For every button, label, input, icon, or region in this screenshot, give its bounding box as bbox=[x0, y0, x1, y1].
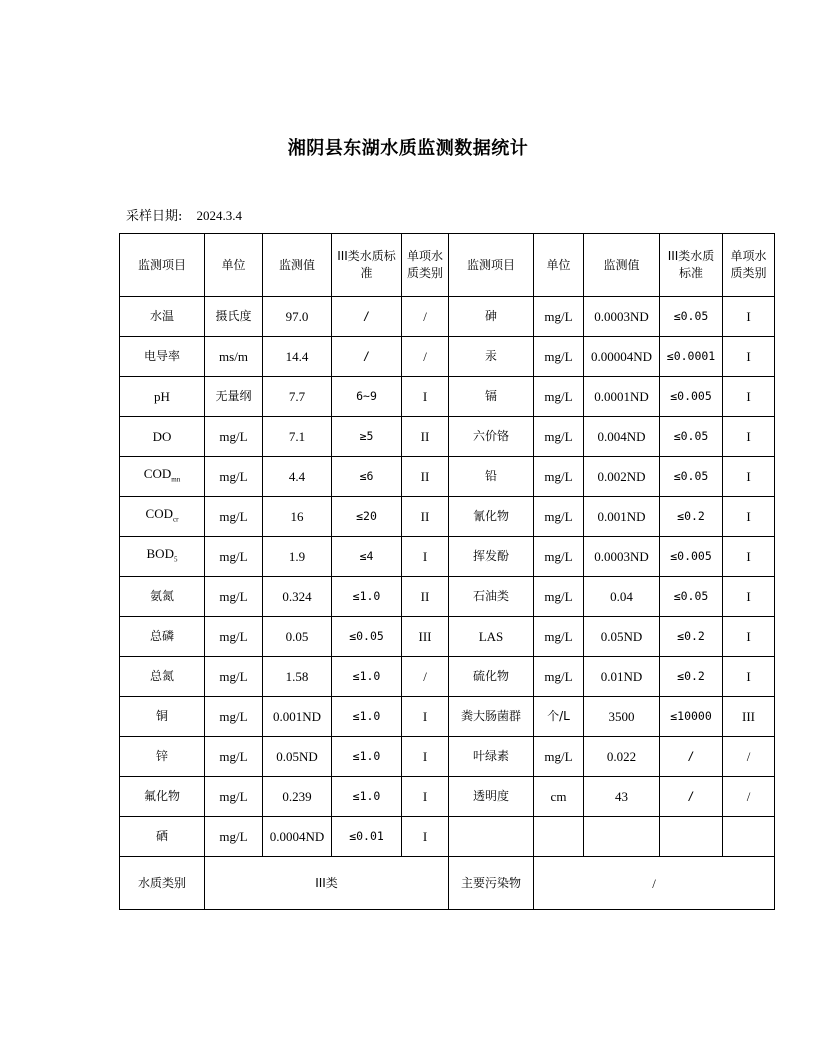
left-class-cell: II bbox=[402, 417, 449, 457]
right-item-cell: 氰化物 bbox=[449, 497, 534, 537]
right-standard-cell: / bbox=[660, 737, 723, 777]
right-value-cell: 0.004ND bbox=[584, 417, 660, 457]
left-value-cell: 0.05 bbox=[263, 617, 332, 657]
left-unit-cell: mg/L bbox=[205, 457, 263, 497]
table-row bbox=[120, 297, 775, 337]
right-class-cell: / bbox=[723, 777, 775, 817]
left-value-cell: 1.58 bbox=[263, 657, 332, 697]
right-item-cell: 粪大肠菌群 bbox=[449, 697, 534, 737]
left-value-cell: 97.0 bbox=[263, 297, 332, 337]
table-row bbox=[120, 737, 775, 777]
right-item-cell: 透明度 bbox=[449, 777, 534, 817]
table-row bbox=[120, 777, 775, 817]
left-item-cell: $COD_{cr}$ bbox=[120, 497, 205, 537]
header-standard: III类水质标准 bbox=[332, 234, 402, 297]
right-unit-cell: mg/L bbox=[534, 577, 584, 617]
right-item-cell: 叶绿素 bbox=[449, 737, 534, 777]
header-standard-2: III类水质标准 bbox=[660, 234, 723, 297]
table-row bbox=[120, 417, 775, 457]
left-unit-cell: mg/L bbox=[205, 417, 263, 457]
right-class-cell: I bbox=[723, 377, 775, 417]
left-standard-cell: 6~9 bbox=[332, 377, 402, 417]
left-item-cell: 总磷 bbox=[120, 617, 205, 657]
right-value-cell: 3500 bbox=[584, 697, 660, 737]
right-value-cell: 0.0003ND bbox=[584, 297, 660, 337]
left-unit-cell: mg/L bbox=[205, 817, 263, 857]
right-standard-cell bbox=[660, 817, 723, 857]
parameter-subscript: mn bbox=[171, 475, 181, 484]
table-row bbox=[120, 497, 775, 537]
right-item-cell: 硫化物 bbox=[449, 657, 534, 697]
right-class-cell: I bbox=[723, 577, 775, 617]
right-standard-cell: ≤0.0001 bbox=[660, 337, 723, 377]
main-pollutants-label: 主要污染物 bbox=[449, 857, 534, 910]
right-standard-cell: ≤0.005 bbox=[660, 377, 723, 417]
right-standard-cell: ≤0.005 bbox=[660, 537, 723, 577]
header-item: 监测项目 bbox=[120, 234, 205, 297]
main-pollutants-value: / bbox=[534, 857, 775, 910]
left-class-cell: III bbox=[402, 617, 449, 657]
right-unit-cell: mg/L bbox=[534, 737, 584, 777]
right-class-cell bbox=[723, 817, 775, 857]
right-value-cell: 0.002ND bbox=[584, 457, 660, 497]
left-item-cell: 铜 bbox=[120, 697, 205, 737]
left-standard-cell: ≥5 bbox=[332, 417, 402, 457]
left-class-cell: / bbox=[402, 657, 449, 697]
left-class-cell: II bbox=[402, 577, 449, 617]
summary-row bbox=[120, 857, 775, 910]
left-standard-cell: / bbox=[332, 337, 402, 377]
sampling-date-label: 采样日期: bbox=[126, 209, 183, 224]
left-value-cell: 0.0004ND bbox=[263, 817, 332, 857]
left-value-cell: 7.7 bbox=[263, 377, 332, 417]
right-value-cell: 0.01ND bbox=[584, 657, 660, 697]
table-row bbox=[120, 337, 775, 377]
left-standard-cell: ≤1.0 bbox=[332, 737, 402, 777]
table-row bbox=[120, 617, 775, 657]
table-row bbox=[120, 457, 775, 497]
right-unit-cell bbox=[534, 817, 584, 857]
right-class-cell: I bbox=[723, 417, 775, 457]
right-class-cell: / bbox=[723, 737, 775, 777]
header-value: 监测值 bbox=[263, 234, 332, 297]
left-item-cell: 电导率 bbox=[120, 337, 205, 377]
left-value-cell: 14.4 bbox=[263, 337, 332, 377]
right-value-cell: 43 bbox=[584, 777, 660, 817]
right-unit-cell: 个/L bbox=[534, 697, 584, 737]
right-standard-cell: ≤0.05 bbox=[660, 457, 723, 497]
right-standard-cell: ≤0.2 bbox=[660, 497, 723, 537]
table-row bbox=[120, 377, 775, 417]
left-class-cell: II bbox=[402, 457, 449, 497]
left-item-cell: 总氮 bbox=[120, 657, 205, 697]
left-value-cell: 0.239 bbox=[263, 777, 332, 817]
left-class-cell: I bbox=[402, 377, 449, 417]
left-item-cell: pH bbox=[120, 377, 205, 417]
table-row bbox=[120, 657, 775, 697]
right-class-cell: III bbox=[723, 697, 775, 737]
left-item-cell: $BOD_5$ bbox=[120, 537, 205, 577]
right-unit-cell: mg/L bbox=[534, 537, 584, 577]
right-unit-cell: mg/L bbox=[534, 337, 584, 377]
parameter-subscript: 5 bbox=[173, 555, 178, 564]
water-class-label: 水质类别 bbox=[120, 857, 205, 910]
header-unit: 单位 bbox=[205, 234, 263, 297]
left-unit-cell: mg/L bbox=[205, 617, 263, 657]
right-class-cell: I bbox=[723, 497, 775, 537]
left-value-cell: 0.001ND bbox=[263, 697, 332, 737]
sampling-date-line bbox=[126, 205, 242, 224]
left-class-cell: I bbox=[402, 777, 449, 817]
right-item-cell: 镉 bbox=[449, 377, 534, 417]
right-class-cell: I bbox=[723, 297, 775, 337]
left-class-cell: I bbox=[402, 697, 449, 737]
left-value-cell: 0.05ND bbox=[263, 737, 332, 777]
table-header-row bbox=[120, 234, 775, 297]
header-unit-2: 单位 bbox=[534, 234, 584, 297]
left-class-cell: II bbox=[402, 497, 449, 537]
left-value-cell: 1.9 bbox=[263, 537, 332, 577]
right-item-cell: LAS bbox=[449, 617, 534, 657]
right-unit-cell: mg/L bbox=[534, 297, 584, 337]
left-unit-cell: mg/L bbox=[205, 657, 263, 697]
right-class-cell: I bbox=[723, 537, 775, 577]
right-unit-cell: mg/L bbox=[534, 377, 584, 417]
right-item-cell: 汞 bbox=[449, 337, 534, 377]
right-item-cell: 砷 bbox=[449, 297, 534, 337]
left-standard-cell: ≤1.0 bbox=[332, 577, 402, 617]
left-class-cell: I bbox=[402, 537, 449, 577]
right-class-cell: I bbox=[723, 337, 775, 377]
left-item-cell: 氟化物 bbox=[120, 777, 205, 817]
left-class-cell: I bbox=[402, 817, 449, 857]
left-standard-cell: ≤6 bbox=[332, 457, 402, 497]
left-unit-cell: mg/L bbox=[205, 577, 263, 617]
right-unit-cell: mg/L bbox=[534, 417, 584, 457]
table-row bbox=[120, 697, 775, 737]
left-unit-cell: ms/m bbox=[205, 337, 263, 377]
sampling-date-value: 2024.3.4 bbox=[196, 208, 243, 223]
left-value-cell: 7.1 bbox=[263, 417, 332, 457]
right-value-cell: 0.0001ND bbox=[584, 377, 660, 417]
table-row bbox=[120, 537, 775, 577]
left-unit-cell: mg/L bbox=[205, 497, 263, 537]
left-item-cell: 硒 bbox=[120, 817, 205, 857]
left-standard-cell: ≤0.01 bbox=[332, 817, 402, 857]
left-standard-cell: / bbox=[332, 297, 402, 337]
left-item-cell: $COD_{mn}$ bbox=[120, 457, 205, 497]
left-standard-cell: ≤1.0 bbox=[332, 777, 402, 817]
right-unit-cell: mg/L bbox=[534, 497, 584, 537]
right-value-cell: 0.05ND bbox=[584, 617, 660, 657]
right-value-cell: 0.022 bbox=[584, 737, 660, 777]
table-row bbox=[120, 577, 775, 617]
left-item-cell: 氨氮 bbox=[120, 577, 205, 617]
left-unit-cell: mg/L bbox=[205, 697, 263, 737]
header-class: 单项水质类别 bbox=[402, 234, 449, 297]
left-unit-cell: mg/L bbox=[205, 777, 263, 817]
left-item-cell: 锌 bbox=[120, 737, 205, 777]
page-title: 湘阴县东湖水质监测数据统计 bbox=[287, 138, 529, 159]
left-value-cell: 4.4 bbox=[263, 457, 332, 497]
header-value-2: 监测值 bbox=[584, 234, 660, 297]
right-unit-cell: mg/L bbox=[534, 617, 584, 657]
right-item-cell: 石油类 bbox=[449, 577, 534, 617]
right-value-cell: 0.00004ND bbox=[584, 337, 660, 377]
right-unit-cell: mg/L bbox=[534, 457, 584, 497]
right-unit-cell: cm bbox=[534, 777, 584, 817]
left-value-cell: 0.324 bbox=[263, 577, 332, 617]
right-item-cell: 六价铬 bbox=[449, 417, 534, 457]
table-row bbox=[120, 817, 775, 857]
right-class-cell: I bbox=[723, 457, 775, 497]
right-class-cell: I bbox=[723, 617, 775, 657]
right-item-cell bbox=[449, 817, 534, 857]
right-value-cell: 0.0003ND bbox=[584, 537, 660, 577]
header-item-2: 监测项目 bbox=[449, 234, 534, 297]
left-item-cell: 水温 bbox=[120, 297, 205, 337]
left-standard-cell: ≤1.0 bbox=[332, 657, 402, 697]
header-class-2: 单项水质类别 bbox=[723, 234, 775, 297]
left-class-cell: I bbox=[402, 737, 449, 777]
right-standard-cell: ≤0.2 bbox=[660, 657, 723, 697]
left-value-cell: 16 bbox=[263, 497, 332, 537]
right-standard-cell: ≤0.05 bbox=[660, 417, 723, 457]
right-item-cell: 挥发酚 bbox=[449, 537, 534, 577]
right-item-cell: 铅 bbox=[449, 457, 534, 497]
right-standard-cell: ≤0.2 bbox=[660, 617, 723, 657]
right-value-cell bbox=[584, 817, 660, 857]
right-value-cell: 0.04 bbox=[584, 577, 660, 617]
monitoring-table bbox=[119, 233, 775, 910]
right-standard-cell: ≤0.05 bbox=[660, 297, 723, 337]
left-standard-cell: ≤1.0 bbox=[332, 697, 402, 737]
left-unit-cell: 无量纲 bbox=[205, 377, 263, 417]
left-standard-cell: ≤4 bbox=[332, 537, 402, 577]
left-class-cell: / bbox=[402, 297, 449, 337]
left-standard-cell: ≤20 bbox=[332, 497, 402, 537]
right-standard-cell: ≤10000 bbox=[660, 697, 723, 737]
left-unit-cell: mg/L bbox=[205, 537, 263, 577]
left-class-cell: / bbox=[402, 337, 449, 377]
right-unit-cell: mg/L bbox=[534, 657, 584, 697]
right-class-cell: I bbox=[723, 657, 775, 697]
right-standard-cell: ≤0.05 bbox=[660, 577, 723, 617]
left-unit-cell: mg/L bbox=[205, 737, 263, 777]
table-body bbox=[120, 297, 775, 910]
right-value-cell: 0.001ND bbox=[584, 497, 660, 537]
left-item-cell: DO bbox=[120, 417, 205, 457]
water-class-value: III类 bbox=[205, 857, 449, 910]
parameter-subscript: cr bbox=[173, 515, 179, 524]
right-standard-cell: / bbox=[660, 777, 723, 817]
left-unit-cell: 摄氏度 bbox=[205, 297, 263, 337]
left-standard-cell: ≤0.05 bbox=[332, 617, 402, 657]
